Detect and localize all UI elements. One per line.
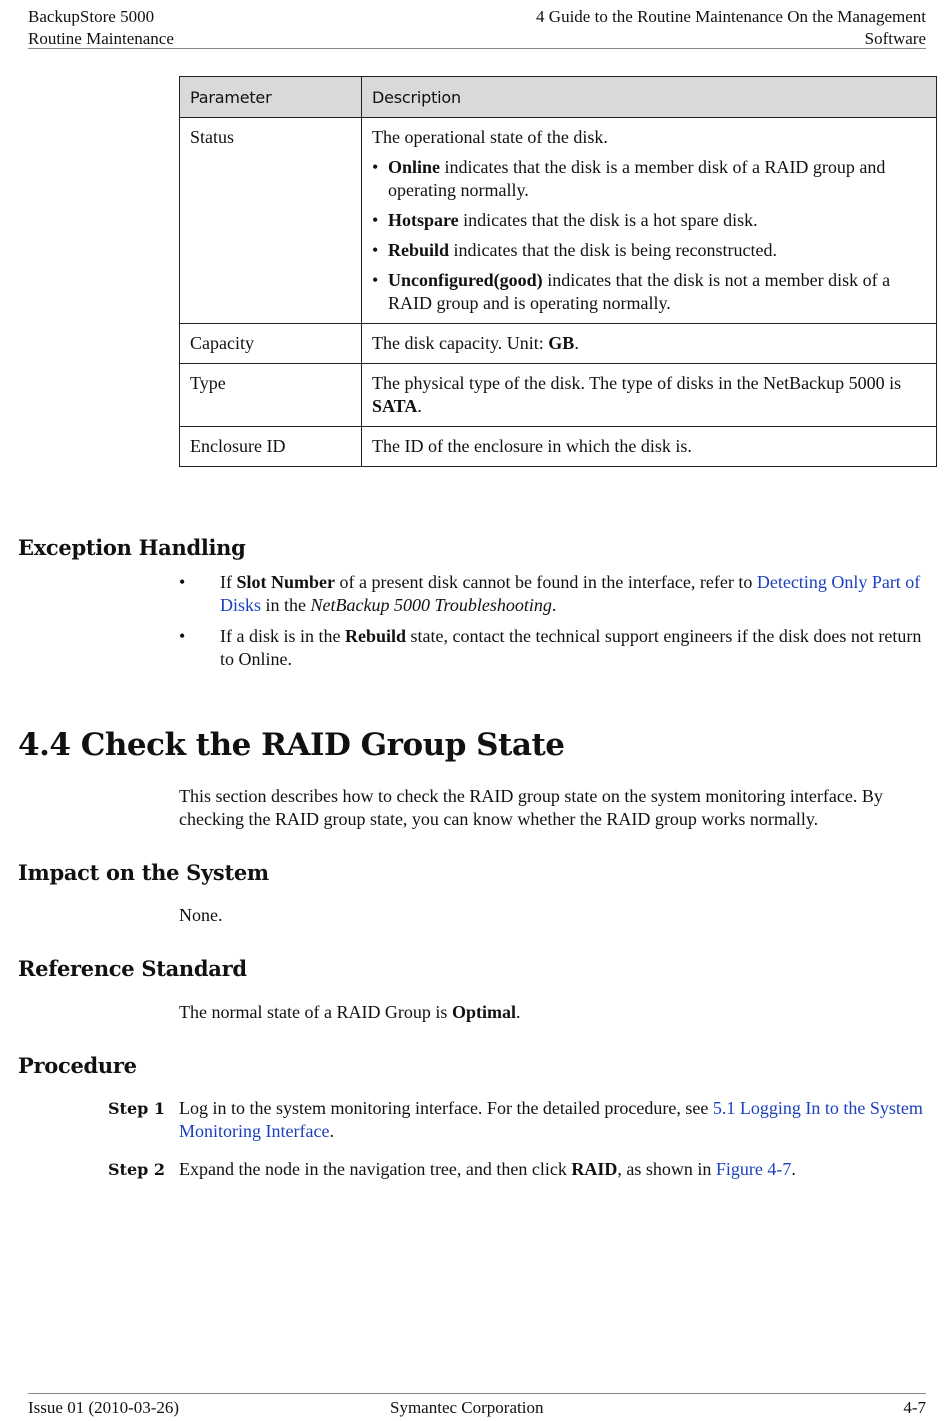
procedure-heading: Procedure: [18, 1053, 137, 1078]
impact-text: None.: [179, 905, 223, 925]
param-status: Status: [180, 118, 362, 324]
figure-link[interactable]: Figure 4-7: [715, 1159, 792, 1179]
text: .: [574, 333, 579, 353]
text: .: [417, 396, 422, 416]
text: .: [329, 1121, 334, 1141]
text: Expand the node in the navigation tree, and then click: [179, 1159, 572, 1179]
chapter-title-line1: 4 Guide to the Routine Maintenance On the Management: [536, 7, 926, 26]
status-text: indicates that the disk is being reconstructed.: [449, 240, 777, 260]
text-bold: Slot Number: [236, 572, 335, 592]
text: If: [220, 572, 237, 592]
bullet-text: [220, 571, 924, 617]
product-name: BackupStore 5000: [28, 7, 155, 26]
list-item: [372, 209, 926, 232]
status-list: [372, 156, 926, 315]
document-name: Routine Maintenance: [28, 29, 174, 48]
header-left: [28, 6, 174, 50]
text: state, contact the technical support engineers if the disk does not return to Online.: [220, 626, 922, 669]
bullet-icon: •: [372, 240, 379, 260]
parameter-table: [179, 76, 937, 467]
desc-type: [362, 364, 937, 427]
page-number: 4-7: [903, 1398, 926, 1417]
table-row: [180, 364, 937, 427]
bullet-icon: •: [372, 210, 379, 230]
text: .: [515, 1002, 521, 1022]
step-text: [179, 1097, 926, 1143]
page-header: [28, 6, 926, 49]
table-header-row: [180, 77, 937, 118]
step-label: Step 1: [108, 1099, 166, 1118]
logging-in-link[interactable]: 5.1 Logging In to the System Monitoring Interface: [179, 1098, 923, 1141]
text-bold: RAID: [571, 1159, 618, 1179]
table-row: [180, 118, 937, 324]
bullet-icon: •: [372, 270, 379, 290]
desc-enclosure-id: The ID of the enclosure in which the disk is.: [362, 427, 937, 467]
issue-date: Issue 01 (2010-03-26): [28, 1398, 180, 1417]
text: The normal state of a RAID Group is: [179, 1002, 452, 1022]
status-term: Unconfigured(good): [388, 270, 543, 290]
bullet-icon: •: [179, 626, 186, 646]
param-enclosure-id: Enclosure ID: [180, 427, 362, 467]
status-term: Hotspare: [388, 210, 459, 230]
list-item: [179, 571, 924, 617]
procedure-step-2: [108, 1158, 926, 1181]
desc-status: [362, 118, 937, 324]
reference-heading: Reference Standard: [18, 956, 247, 981]
doc-title: NetBackup 5000 Troubleshooting: [310, 595, 552, 615]
unit-value: GB: [548, 333, 575, 353]
list-item: [372, 239, 926, 262]
status-term: Rebuild: [388, 240, 450, 260]
section-intro: This section describes how to check the RAID group state on the system monitoring interface. By checking the RAID group state, you can know whether the RAID group works normally.: [179, 786, 883, 829]
procedure-step-1: [108, 1097, 926, 1143]
company-name: Symantec Corporation: [390, 1398, 544, 1417]
header-parameter: Parameter: [180, 77, 362, 118]
status-text: indicates that the disk is a member disk of a RAID group and operating normally.: [388, 157, 886, 200]
desc-capacity: [362, 324, 937, 364]
table-row: [180, 324, 937, 364]
exception-heading: Exception Handling: [18, 535, 246, 560]
reference-text: [179, 1001, 936, 1024]
header-right: [536, 6, 926, 50]
list-item: [372, 156, 926, 202]
text: , as shown in: [617, 1159, 716, 1179]
text: of a present disk cannot be found in the interface, refer to: [335, 572, 757, 592]
bullet-icon: •: [179, 572, 186, 592]
header-description: Description: [362, 77, 937, 118]
disk-type-value: SATA: [372, 396, 418, 416]
status-term: Online: [388, 157, 441, 177]
optimal-state: Optimal: [451, 1002, 516, 1022]
step-text: [179, 1158, 926, 1181]
bullet-icon: •: [372, 157, 379, 177]
chapter-title-line2: Software: [864, 29, 926, 48]
text-bold: Rebuild: [344, 626, 407, 646]
impact-heading: Impact on the System: [18, 860, 269, 885]
text: The disk capacity. Unit:: [372, 333, 549, 353]
section-title: 4.4 Check the RAID Group State: [18, 727, 565, 763]
status-intro: The operational state of the disk.: [372, 127, 608, 147]
step-label: Step 2: [108, 1160, 166, 1179]
status-text: indicates that the disk is a hot spare disk.: [458, 210, 758, 230]
table-row: [180, 427, 937, 467]
status-text: indicates that the disk is not a member disk of a RAID group and is operating normally.: [388, 270, 891, 313]
param-capacity: Capacity: [180, 324, 362, 364]
text: The physical type of the disk. The type of disks in the NetBackup 5000 is: [372, 373, 902, 393]
param-type: Type: [180, 364, 362, 427]
text: Log in to the system monitoring interface. For the detailed procedure, see: [179, 1098, 713, 1118]
detecting-disks-link[interactable]: Detecting Only Part of Disks: [220, 572, 921, 615]
page-footer: [28, 1393, 926, 1421]
text: .: [551, 595, 557, 615]
text: .: [791, 1159, 796, 1179]
list-item: [372, 269, 926, 315]
text: If a disk is in the: [220, 626, 345, 646]
bullet-text: [220, 625, 924, 671]
text: in the: [261, 595, 311, 615]
list-item: [179, 625, 924, 671]
